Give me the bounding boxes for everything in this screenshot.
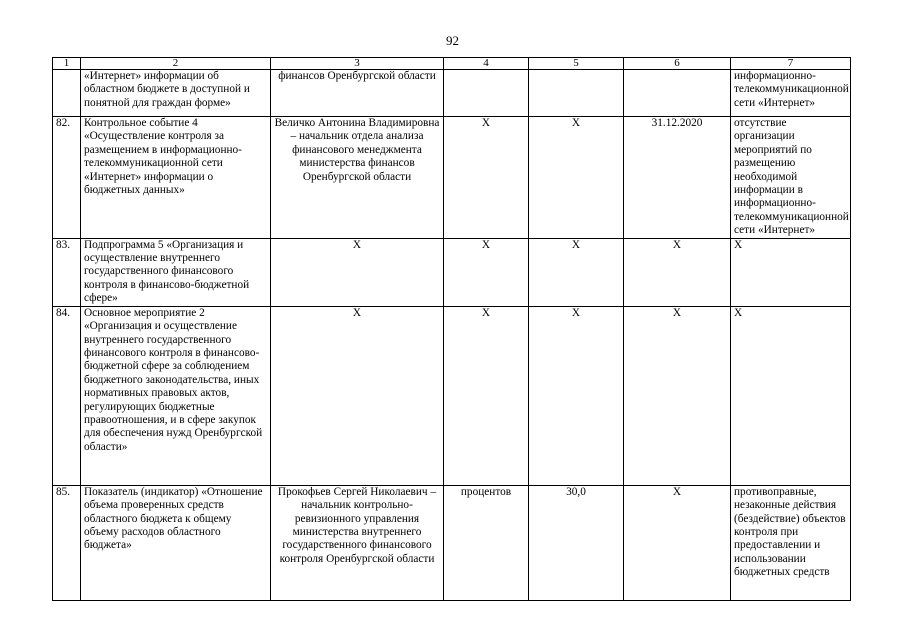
table-row (53, 238, 851, 306)
row-value (529, 70, 624, 117)
row-unit: X (444, 117, 529, 239)
row-value: X (529, 306, 624, 485)
row-date (624, 70, 731, 117)
row-number: 84. (53, 306, 81, 485)
column-number-row (53, 58, 851, 70)
row-consequences: X (731, 306, 851, 485)
row-name: Показатель (индикатор) «Отношение объема проверенных средств областного бюджета к общему объему расходов областного бюджета» (81, 485, 271, 600)
row-responsible: X (271, 238, 444, 306)
column-header: 7 (731, 58, 851, 70)
table-row (53, 485, 851, 600)
table-row (53, 117, 851, 239)
column-header: 4 (444, 58, 529, 70)
row-number (53, 70, 81, 117)
row-consequences: информационно-телекоммуникационной сети «Интернет» (731, 70, 851, 117)
column-header: 3 (271, 58, 444, 70)
row-unit: X (444, 306, 529, 485)
row-value: X (529, 238, 624, 306)
row-unit: процентов (444, 485, 529, 600)
row-name: Основное мероприятие 2 «Организация и осуществление внутреннего государственного финансового контроля в финансово-бюджетной сфере за соблюдением бюджетного законодательства, иных нормативных правовых актов, регулирующих бюджетные правоотношения, и в сфере закупок для обеспечения нужд Оренбургской области» (81, 306, 271, 485)
column-header: 6 (624, 58, 731, 70)
column-header: 2 (81, 58, 271, 70)
row-date: X (624, 306, 731, 485)
row-number: 85. (53, 485, 81, 600)
row-consequences: X (731, 238, 851, 306)
row-value: 30,0 (529, 485, 624, 600)
column-header: 1 (53, 58, 81, 70)
row-number: 83. (53, 238, 81, 306)
row-unit (444, 70, 529, 117)
row-responsible: финансов Оренбургской области (271, 70, 444, 117)
row-name: Контрольное событие 4 «Осуществление контроля за размещением в информационно-телекоммуникационной сети «Интернет» информации о бюджетных данных» (81, 117, 271, 239)
row-consequences: отсутствие организации мероприятий по размещению необходимой информации в информационно-телекоммуникационной сети «Интернет» (731, 117, 851, 239)
row-number: 82. (53, 117, 81, 239)
row-date: X (624, 238, 731, 306)
row-name: Подпрограмма 5 «Организация и осуществление внутреннего государственного финансового контроля в финансово-бюджетной сфере» (81, 238, 271, 306)
row-responsible: Величко Антонина Владимировна – начальник отдела анализа финансового менеджмента министерства финансов Оренбургской области (271, 117, 444, 239)
table-row (53, 70, 851, 117)
row-name: «Интернет» информации об областном бюджете в доступной и понятной для граждан форме» (81, 70, 271, 117)
row-responsible: Прокофьев Сергей Николаевич – начальник контрольно-ревизионного управления министерства внутреннего государственного финансового контроля Оренбургской области (271, 485, 444, 600)
plan-table (52, 57, 851, 601)
row-unit: X (444, 238, 529, 306)
column-header: 5 (529, 58, 624, 70)
row-date: X (624, 485, 731, 600)
row-consequences: противоправные, незаконные действия (бездействие) объектов контроля при предоставлении и использовании бюджетных средств (731, 485, 851, 600)
row-date: 31.12.2020 (624, 117, 731, 239)
page-number: 92 (446, 33, 459, 48)
row-responsible: X (271, 306, 444, 485)
row-value: X (529, 117, 624, 239)
table-row (53, 306, 851, 485)
